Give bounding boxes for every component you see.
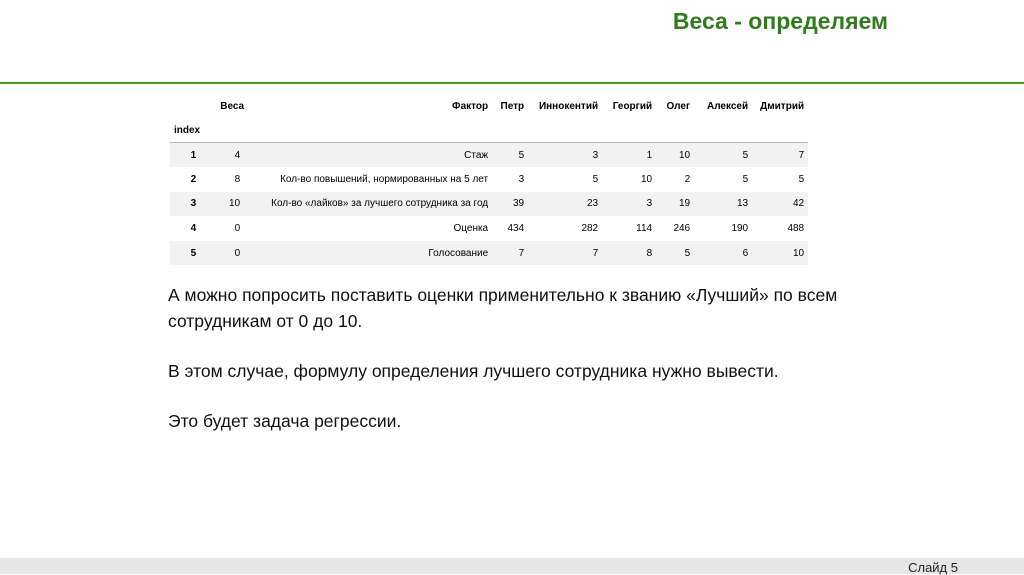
value-cell: 10 [679, 149, 691, 161]
value-cell: 6 [742, 247, 749, 259]
value-cell: 5 [684, 247, 691, 259]
weights-table [170, 94, 808, 265]
value-cell: 5 [518, 149, 525, 161]
value-cell: 13 [737, 198, 749, 210]
factor-cell: Оценка [453, 223, 489, 235]
value-cell: 7 [592, 247, 599, 259]
factor-cell: Кол-во «лайков» за лучшего сотрудника за год [271, 198, 489, 210]
table-row [170, 216, 808, 241]
value-cell: 3 [646, 198, 653, 210]
value-cell: 114 [636, 223, 653, 235]
value-cell: 5 [742, 149, 749, 161]
body-paragraph-2: В этом случае, формулу определения лучшего сотрудника нужно вывести. [168, 361, 779, 381]
table-header-row [170, 94, 808, 118]
table-row [170, 143, 808, 168]
weight-cell: 0 [234, 247, 241, 259]
row-index: 5 [190, 247, 197, 259]
column-header-petr: Петр [500, 100, 525, 112]
value-cell: 19 [679, 198, 691, 210]
footer-bar [0, 558, 1024, 574]
weight-cell: 10 [229, 198, 241, 210]
value-cell: 10 [641, 173, 653, 185]
slide-body [168, 282, 848, 458]
value-cell: 8 [646, 247, 653, 259]
slide-title: Веса - определяем [672, 8, 888, 34]
value-cell: 23 [587, 198, 599, 210]
index-header-row [170, 118, 808, 143]
column-header-dmitriy: Дмитрий [760, 100, 805, 112]
value-cell: 488 [787, 223, 805, 235]
value-cell: 5 [592, 173, 599, 185]
row-index: 1 [190, 149, 197, 161]
body-paragraph-1: А можно попросить поставить оценки применительно к званию «Лучший» по всем сотрудникам от 0 до 10. [168, 285, 838, 331]
value-cell: 190 [731, 223, 749, 235]
slide-number: Слайд 5 [908, 560, 958, 575]
value-cell: 42 [793, 198, 805, 210]
column-header-weights: Веса [220, 100, 245, 112]
weight-cell: 0 [234, 223, 241, 235]
row-index: 3 [190, 198, 197, 210]
title-divider [0, 82, 1024, 84]
value-cell: 282 [581, 223, 599, 235]
weight-cell: 8 [234, 173, 241, 185]
factor-cell: Кол-во повышений, нормированных на 5 лет [280, 173, 489, 185]
factor-cell: Голосование [428, 247, 489, 259]
index-label: index [174, 124, 201, 136]
value-cell: 3 [592, 149, 599, 161]
header-blank [170, 94, 204, 118]
value-cell: 7 [798, 149, 805, 161]
value-cell: 434 [507, 223, 525, 235]
value-cell: 5 [742, 173, 749, 185]
column-header-aleksey: Алексей [706, 100, 749, 112]
column-header-innokentiy: Иннокентий [538, 100, 599, 112]
column-header-factor: Фактор [452, 100, 489, 112]
table-row [170, 241, 808, 266]
value-cell: 1 [646, 149, 653, 161]
table-row [170, 167, 808, 192]
value-cell: 2 [684, 173, 691, 185]
value-cell: 7 [518, 247, 525, 259]
row-index: 2 [190, 173, 197, 185]
factor-cell: Стаж [464, 149, 489, 161]
value-cell: 246 [673, 223, 691, 235]
value-cell: 5 [798, 173, 805, 185]
column-header-oleg: Олег [666, 100, 691, 112]
column-header-georgiy: Георгий [612, 100, 653, 112]
value-cell: 10 [793, 247, 805, 259]
row-index: 4 [190, 223, 197, 235]
value-cell: 39 [513, 198, 525, 210]
weight-cell: 4 [234, 149, 241, 161]
table-row [170, 192, 808, 217]
value-cell: 3 [518, 173, 525, 185]
body-paragraph-3: Это будет задача регрессии. [168, 411, 402, 431]
